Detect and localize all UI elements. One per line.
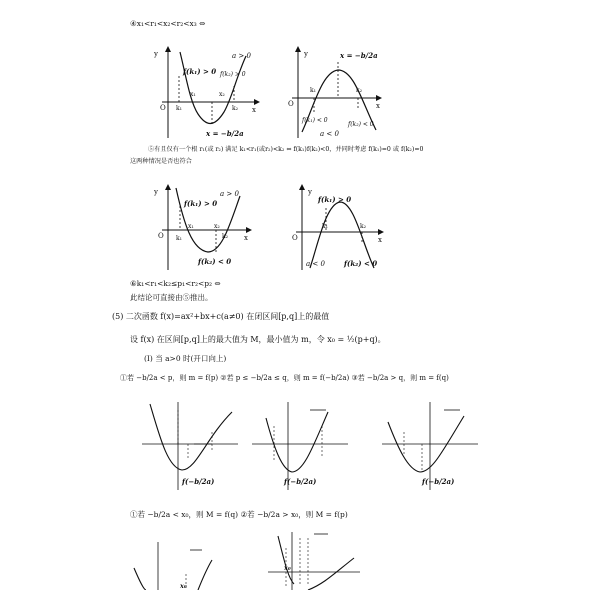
x0-label: x₀ [180,582,187,590]
a-label: a > 0 [220,190,239,198]
line-condition-4: ④x₁<r₁<x₂<r₂<x₃ ⇔ [130,19,206,28]
line-definition: 设 f(x) 在区间[p,q]上的最大值为 M，最小值为 m，令 x₀ = ½(p+q)。 [130,335,386,344]
x-axis-label: x [244,234,248,242]
y-axis-label: y [154,188,158,196]
k2-label: k₂ [232,105,239,112]
fk2-label: f(k₂) < 0 [348,121,374,128]
fk2-label: f(k₂) > 0 [220,71,246,78]
fmin-label: f(−b/2a) [422,477,455,486]
line-min-cases: ①若 −b/2a < p，则 m = f(p) ②若 p ≤ −b/2a ≤ q，则 m = f(−b/2a) ③若 −b/2a > q，则 m = f(q) [120,374,449,382]
line-remark: 此结论可直接由⑤推出。 [130,293,213,302]
a-label: a < 0 [320,130,339,138]
x0-label: x₀ [284,564,291,572]
line-case-heading: (I) 当 a>0 时(开口向上) [144,354,227,363]
figure-d-negative [292,184,386,270]
figure-min-case-3 [382,398,482,494]
k2-label: k₂ [360,223,367,230]
fk2-label: f(k₂) < 0 [344,259,378,268]
fmin-label: f(−b/2a) [284,477,317,486]
fk1-label: f(k₁) > 0 [184,199,218,208]
fk1-label: f(k₁) > 0 [318,195,352,204]
k1-label: k₁ [322,223,329,230]
fk1-label: f(k₁) < 0 [302,117,328,124]
figure-c-positive [154,184,254,270]
fk2-label: f(k₂) < 0 [198,257,232,266]
y-axis-label: y [154,50,158,58]
y-axis-label: y [304,50,308,58]
vertex-label: x = −b/2a [340,51,378,60]
line-condition-5-cont: 这两种情况是否也符合 [130,158,192,165]
line-condition-6: ⑥k₁<r₁<k₂≤p₁<r₂<p₂ ⇔ [130,279,221,288]
x-axis-label: x [378,236,382,244]
k1-label: k₁ [176,105,183,112]
figure-a-positive [154,46,262,138]
origin-label: O [160,104,166,112]
section-heading: (5) 二次函数 f(x)=ax²+bx+c(a≠0) 在闭区间[p,q]上的最值 [112,312,330,321]
k2-label: k₂ [222,233,229,240]
origin-label: O [158,232,164,240]
a-label: a > 0 [232,52,251,60]
origin-label: O [288,100,294,108]
origin-label: O [292,234,298,242]
line-max-cases: ①若 −b/2a < x₀，则 M = f(q) ②若 −b/2a > x₀，则 M = f(p) [130,510,348,519]
figure-min-case-2 [252,398,352,494]
k2-label: k₂ [356,87,363,94]
fk1-label: f(k₁) > 0 [183,67,217,76]
k1-label: k₁ [176,235,183,242]
figure-max-case-2 [268,528,364,590]
x1-label: x₁ [188,223,194,230]
a-label: a < 0 [306,260,325,268]
figure-max-case-1 [132,538,222,590]
x-axis-label: x [376,102,380,110]
vertex-label: x = −b/2a [206,129,244,138]
x-axis-label: x [252,106,256,114]
x2-label: x₂ [214,223,220,230]
figure-b-negative [288,46,384,138]
line-condition-5: ⑤有且仅有一个根 r₁(或 r₂) 满足 k₁<r₁(或r₂)<k₂ ⇔ f(k₁)f(k₂)<0，并同时考虑 f(k₁)=0 或 f(k₂)=0 [148,146,424,153]
x1-label: x₁ [190,91,196,98]
y-axis-label: y [308,188,312,196]
k1-label: k₁ [310,87,317,94]
figure-min-case-1 [142,398,242,494]
x2-label: x₂ [219,91,225,98]
fmin-label: f(−b/2a) [182,477,215,486]
